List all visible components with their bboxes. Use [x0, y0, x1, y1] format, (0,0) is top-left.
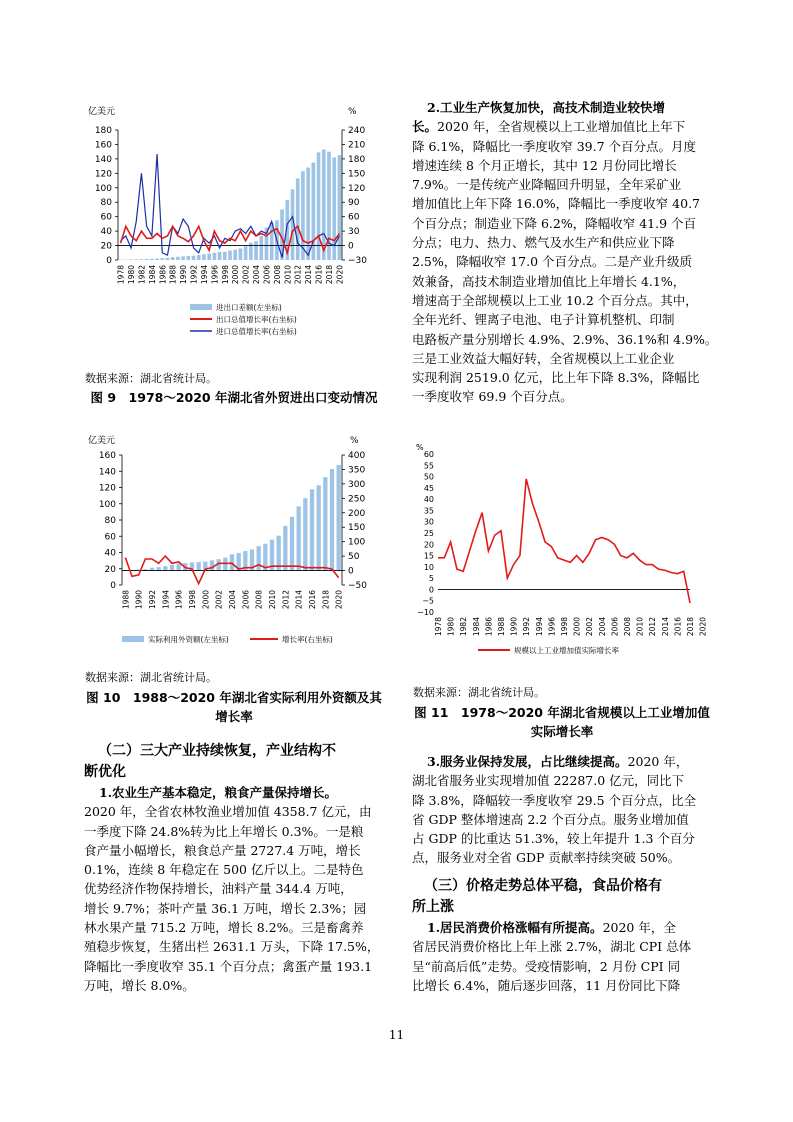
fig10-bar [323, 477, 327, 570]
fig10-left-tick: 0 [110, 581, 116, 591]
agri-line: 殖稳步恢复，生猪出栏 2631.1 万头，下降 17.5%， [84, 939, 380, 955]
fig9-x-tick: 2006 [262, 265, 272, 285]
fig11-y-tick: 10 [423, 562, 434, 572]
fig9-x-tick: 2016 [314, 265, 324, 285]
fig9-bar [244, 246, 248, 260]
fig10-bar [197, 562, 201, 571]
fig9-right-tick: 60 [348, 212, 360, 223]
agri-line: 万吨，增长 8.0%。 [84, 977, 195, 993]
fig9-left-tick: 0 [106, 256, 112, 266]
fig11-y-tick: 20 [423, 540, 434, 550]
fig11-x-tick: 1996 [547, 617, 557, 637]
fig9-bar [171, 257, 175, 260]
services-line: 省 GDP 整体增速高 2.2 个百分点。服务业增加值 [412, 811, 689, 827]
fig11-legend-label: 规模以上工业增加值实际增长率 [514, 646, 619, 655]
fig10-bar [210, 560, 214, 570]
fig9-left-unit: 亿美元 [88, 107, 116, 117]
fig10-bar [177, 564, 181, 571]
fig10-x-tick: 1992 [148, 590, 157, 610]
fig9-bar [254, 241, 258, 260]
fig10-right-tick: 350 [348, 465, 366, 476]
fig11-x-tick: 1992 [522, 617, 532, 637]
fig11-y-tick: 40 [423, 495, 434, 505]
fig11-y-tick: 35 [423, 506, 434, 516]
industry-line: 降 6.1%，降幅比一季度收窄 39.7 个百分点。月度 [412, 138, 697, 154]
fig9-left-tick: 180 [94, 126, 112, 136]
fig9-bar [223, 252, 227, 260]
services-paragraph [412, 752, 715, 868]
fig9-title: 图 9 1978～2020 年湖北省外贸进出口变动情况 [90, 390, 378, 405]
fig10-bar [277, 536, 281, 571]
fig11-y-tick: −5 [422, 596, 434, 606]
fig10-bar [330, 469, 334, 571]
agri-line: 2020 年，全省农林牧渔业增加值 4358.7 亿元，由 [84, 804, 372, 820]
agri-line: 降幅比一季度收窄 35.1 个百分点；禽蛋产量 193.1 [84, 958, 373, 974]
fig11-unit: % [416, 443, 424, 452]
fig9-bar [145, 259, 149, 260]
industry-line: 电路板产量分别增长 4.9%、2.9%、36.1%和 4.9%。 [412, 331, 718, 347]
fig11-x-tick: 2000 [572, 617, 582, 637]
fig9-left-tick: 40 [100, 227, 112, 238]
fig10-legend-swatch-bar [122, 636, 144, 642]
agri-line: 增长 9.7%；茶叶产量 36.1 万吨，增长 2.3%；园 [84, 900, 367, 916]
fig11-x-tick: 1984 [471, 617, 481, 637]
fig11-y-tick: 60 [423, 450, 434, 459]
fig9-bar [129, 259, 133, 260]
industry-paragraph [412, 98, 718, 407]
fig9-right-tick: 180 [348, 154, 366, 165]
fig10-x-tick: 2004 [228, 590, 237, 610]
agri-line: 一季度下降 24.8%转为比上年增长 0.3%。一是粮 [84, 823, 364, 839]
section-3-title-line1: （三）价格走势总体平稳，食品价格有 [424, 878, 662, 894]
fig10-x-tick: 2012 [281, 590, 291, 610]
fig10-bar [303, 498, 307, 570]
fig9-bar [197, 255, 201, 260]
page-number: 11 [388, 1028, 405, 1042]
fig11-x-tick: 2018 [686, 617, 695, 637]
fig10-x-tick: 1998 [188, 590, 197, 610]
fig10-bar [257, 546, 261, 570]
industry-line [412, 98, 715, 117]
industry-line: 增加值比上年下降 16.0%，降幅比一季度收窄 40.7 [412, 196, 700, 212]
fig9-legend-label: 出口总值增长率(右坐标) [216, 315, 297, 324]
fig10-left-tick: 20 [104, 564, 116, 575]
fig9-left-tick: 140 [94, 154, 112, 165]
industry-line: 全年光纤、锂离子电池、电子计算机整机、印制 [412, 312, 675, 328]
section-2-title-line2: 断优化 [84, 764, 126, 780]
fig10-right-tick: 200 [348, 508, 366, 519]
fig11-svg [410, 440, 710, 665]
fig9-bar [213, 253, 217, 260]
cpi-line: 省居民消费价格比上年上涨 2.7%，湖北 CPI 总体 [412, 939, 692, 955]
fig10-right-tick: 100 [348, 537, 366, 548]
fig10-bar [157, 567, 161, 570]
fig11-x-tick: 1978 [434, 617, 443, 637]
services-line: 降 3.8%，降幅较一季度收窄 29.5 个百分点，比全 [412, 792, 697, 808]
fig11-y-tick: −10 [417, 608, 434, 617]
figure-9-chart [80, 100, 380, 345]
fig9-x-tick: 1988 [168, 265, 178, 285]
fig11-x-tick: 2010 [635, 617, 645, 637]
services-line: 3.服务业保持发展，占比继续提高。2020 年， [427, 754, 689, 769]
fig11-source: 数据来源：湖北省统计局。 [413, 686, 545, 699]
fig9-svg [80, 100, 380, 345]
fig9-bar [306, 168, 310, 260]
fig9-x-tick: 2012 [293, 265, 303, 285]
fig10-title-line2: 增长率 [215, 709, 253, 724]
fig10-bar [317, 485, 321, 570]
fig9-bar [218, 252, 222, 260]
agri-lead: 1.农业生产基本稳定，粮食产量保持增长。 [99, 785, 338, 800]
fig9-right-tick: 150 [348, 169, 366, 180]
industry-line: 个百分点；制造业下降 6.2%，降幅收窄 41.9 个百 [412, 215, 697, 231]
fig11-y-tick: 45 [423, 483, 434, 493]
fig9-bar [239, 248, 243, 260]
fig9-right-tick: 0 [348, 241, 354, 252]
fig10-x-tick: 1988 [121, 590, 131, 610]
fig9-x-tick: 1984 [147, 265, 157, 285]
fig10-right-tick: 150 [348, 523, 366, 534]
fig9-right-tick: −30 [348, 256, 367, 266]
fig9-x-tick: 2010 [283, 265, 293, 285]
fig11-y-tick: 0 [428, 585, 434, 595]
fig11-x-tick: 2006 [610, 617, 620, 637]
fig9-bar [140, 259, 144, 260]
fig10-right-tick: −50 [348, 581, 367, 591]
fig9-bar [322, 150, 326, 261]
fig9-bar [192, 256, 196, 260]
fig9-legend-swatch-bar [190, 304, 212, 310]
agri-line: 林水果产量 715.2 万吨，增长 8.2%。三是畜禽养 [84, 920, 364, 936]
fig10-x-tick: 2016 [308, 590, 317, 610]
agri-line [84, 783, 387, 802]
fig11-x-tick: 2004 [597, 617, 607, 637]
fig9-left-tick: 60 [100, 212, 112, 223]
section-3-title-line2: 所上涨 [412, 899, 454, 915]
fig11-x-tick: 1986 [484, 617, 494, 637]
fig9-right-tick: 30 [348, 227, 360, 238]
fig10-right-tick: 250 [348, 494, 366, 505]
industry-line: 长。2020 年，全省规模以上工业增加值比上年下 [412, 119, 686, 135]
fig10-right-tick: 400 [348, 451, 366, 461]
fig10-bar [297, 506, 301, 570]
cpi-line: 比增长 6.4%，随后逐步回落，11 月份同比下降 [412, 977, 681, 993]
fig9-right-tick: 240 [348, 126, 366, 136]
fig9-left-tick: 80 [100, 198, 112, 209]
fig10-legend-label: 增长率(右坐标) [282, 635, 333, 644]
fig10-left-tick: 60 [104, 532, 116, 543]
fig9-bar [338, 155, 342, 260]
fig10-left-tick: 140 [98, 467, 116, 478]
fig9-bar [187, 256, 191, 260]
fig10-x-tick: 2006 [241, 590, 251, 610]
industry-line: 一季度收窄 69.9 个百分点。 [412, 389, 573, 405]
figure-10-chart [80, 430, 380, 655]
fig9-legend-label: 进出口差额(左坐标) [216, 303, 282, 312]
fig11-y-tick: 30 [423, 517, 434, 527]
fig11-x-tick: 2014 [660, 617, 670, 637]
fig9-x-tick: 1998 [220, 265, 230, 285]
fig10-left-tick: 40 [104, 548, 116, 559]
fig9-bar [202, 254, 206, 260]
fig11-y-tick: 15 [423, 551, 434, 561]
fig9-x-tick: 1996 [210, 265, 220, 285]
fig9-x-tick: 1980 [127, 265, 137, 285]
fig11-x-tick: 2002 [585, 617, 595, 637]
fig9-bar [176, 257, 180, 260]
fig10-bar [337, 465, 341, 571]
fig9-bar [134, 259, 138, 260]
figure-11-chart [410, 440, 710, 665]
services-line: 占 GDP 的比重达 51.3%，较上年提升 1.3 个百分 [412, 831, 695, 847]
fig11-x-tick: 1982 [459, 617, 469, 637]
fig10-bar [290, 517, 294, 571]
fig9-bar [160, 258, 164, 260]
fig11-x-tick: 1998 [560, 617, 569, 637]
fig10-x-tick: 2018 [321, 590, 331, 610]
services-lead: 3.服务业保持发展，占比继续提高。 [427, 754, 628, 769]
fig9-x-tick: 2008 [272, 265, 282, 285]
fig9-x-tick: 2014 [304, 265, 314, 285]
fig9-right-tick: 90 [348, 198, 360, 209]
cpi-line: 呈“前高后低”走势。受疫情影响，2 月份 CPI 同 [412, 958, 681, 974]
fig9-x-tick: 2018 [324, 265, 334, 285]
fig10-svg [80, 430, 380, 655]
fig10-x-tick: 1994 [161, 590, 171, 610]
industry-line: 分点；电力、热力、燃气及水生产和供应业下降 [412, 235, 675, 251]
fig10-bar [310, 489, 314, 570]
fig9-bar [233, 250, 237, 260]
fig10-source: 数据来源：湖北省统计局。 [85, 671, 217, 684]
fig10-bar [150, 568, 154, 571]
fig10-x-tick: 2014 [294, 590, 304, 610]
fig11-title-line2: 实际增长率 [530, 724, 594, 739]
agri-line: 食产量小幅增长，粮食总产量 2727.4 万吨，增长 [84, 842, 361, 858]
industry-line: 实现利润 2519.0 亿元，比上年下降 8.3%，降幅比 [412, 370, 700, 386]
fig9-x-tick: 1994 [199, 265, 209, 285]
fig10-legend-label: 实际利用外资额(左坐标) [148, 635, 229, 644]
fig9-right-tick: 120 [348, 183, 366, 194]
services-line: 点，服务业对全省 GDP 贡献率持续突破 50%。 [412, 850, 681, 866]
fig9-x-tick: 2004 [252, 265, 262, 285]
fig11-y-tick: 5 [428, 574, 434, 584]
fig9-legend-label: 进口总值增长率(右坐标) [216, 327, 297, 336]
fig10-left-unit: 亿美元 [88, 436, 116, 446]
fig11-x-tick: 1980 [446, 617, 456, 637]
fig9-bar [296, 178, 300, 260]
fig9-left-tick: 20 [100, 241, 112, 252]
fig9-bar [317, 152, 321, 260]
fig11-x-tick: 2020 [698, 617, 708, 637]
fig10-left-tick: 160 [98, 451, 116, 461]
fig9-bar [228, 251, 232, 260]
industry-line: 效兼备，高技术制造业增加值比上年增长 4.1%， [412, 273, 686, 289]
fig9-x-tick: 1990 [179, 265, 189, 285]
fig9-bar [166, 258, 170, 260]
fig11-y-tick: 50 [423, 472, 434, 482]
fig9-left-tick: 160 [94, 140, 112, 151]
fig9-bar [181, 256, 185, 260]
fig10-left-tick: 100 [98, 499, 116, 510]
cpi-lead: 1.居民消费价格涨幅有所提高。 [427, 920, 603, 935]
fig10-left-tick: 120 [98, 483, 116, 494]
industry-lead-cont: 长。 [412, 119, 438, 135]
fig9-x-tick: 1986 [158, 265, 168, 285]
fig10-bar [163, 566, 167, 570]
fig9-bar [207, 254, 211, 261]
fig10-x-tick: 2000 [201, 590, 211, 610]
industry-line: 7.9%。一是传统产业降幅回升明显，全年采矿业 [412, 177, 682, 193]
fig10-x-tick: 2008 [254, 590, 264, 610]
fig9-x-tick: 1992 [189, 265, 199, 285]
fig11-x-tick: 2012 [648, 617, 658, 637]
fig9-bar [155, 259, 159, 260]
fig10-right-tick: 0 [348, 566, 354, 577]
fig10-x-tick: 1990 [134, 590, 144, 610]
fig10-x-tick: 2010 [268, 590, 277, 610]
fig11-growth-line [438, 479, 690, 603]
fig9-x-tick: 2002 [241, 265, 251, 285]
industry-lead: 2.工业生产恢复加快，高技术制造业较快增 [427, 100, 666, 115]
fig9-x-tick: 1978 [116, 265, 126, 285]
agri-line: 优势经济作物保持增长，油料产量 344.4 万吨， [84, 881, 353, 897]
fig9-left-tick: 100 [94, 183, 112, 194]
fig10-x-tick: 2002 [214, 590, 224, 610]
industry-line: 2.5%，降幅收窄 17.0 个百分点。二是产业升级质 [412, 254, 693, 270]
fig10-bar [170, 565, 174, 571]
fig9-bar [259, 236, 263, 260]
fig9-left-tick: 120 [94, 169, 112, 180]
fig9-right-unit: % [348, 107, 357, 117]
fig10-right-unit: % [350, 436, 359, 446]
fig10-left-tick: 80 [104, 516, 116, 526]
agri-line: 0.1%，连续 8 年稳定在 500 亿斤以上。二是特色 [84, 862, 364, 878]
services-line: 湖北省服务业实现增加值 22287.0 亿元，同比下 [412, 773, 685, 789]
fig10-x-tick: 1996 [174, 590, 184, 610]
fig10-bar [283, 526, 287, 571]
cpi-line: 1.居民消费价格涨幅有所提高。2020 年，全 [427, 920, 676, 935]
fig10-x-tick: 2020 [334, 590, 344, 610]
fig9-x-tick: 2020 [335, 265, 345, 285]
fig11-x-tick: 1988 [497, 617, 506, 637]
fig9-bar [150, 259, 154, 260]
fig10-right-tick: 50 [348, 552, 360, 563]
fig9-right-tick: 210 [348, 140, 366, 151]
fig9-x-tick: 1982 [137, 265, 147, 285]
agriculture-paragraph [84, 783, 387, 995]
fig11-y-tick: 55 [423, 461, 434, 471]
industry-line: 增速高于全部规模以上工业 10.2 个百分点。其中， [412, 292, 698, 308]
industry-line: 增速连续 8 个月正增长，其中 12 月份同比增长 [412, 157, 677, 173]
fig9-x-tick: 2000 [231, 265, 241, 285]
fig11-title-line1: 图 11 1978～2020 年湖北省规模以上工业增加值 [414, 705, 710, 720]
fig9-source: 数据来源：湖北省统计局。 [85, 372, 217, 385]
fig11-x-tick: 2016 [673, 617, 683, 637]
fig11-x-tick: 1994 [534, 617, 544, 637]
fig10-right-tick: 300 [348, 479, 366, 490]
fig10-bar [230, 554, 234, 570]
fig10-title-line1: 图 10 1988～2020 年湖北省实际利用外资额及其 [86, 690, 382, 705]
fig11-y-tick: 25 [423, 529, 434, 538]
industry-line: 三是工业效益大幅好转，全省规模以上工业企业 [412, 350, 675, 366]
fig11-x-tick: 1990 [509, 617, 519, 637]
cpi-paragraph [412, 918, 715, 995]
section-2-title-line1: （二）三大产业持续恢复，产业结构不 [98, 743, 336, 759]
fig11-x-tick: 2008 [623, 617, 632, 637]
